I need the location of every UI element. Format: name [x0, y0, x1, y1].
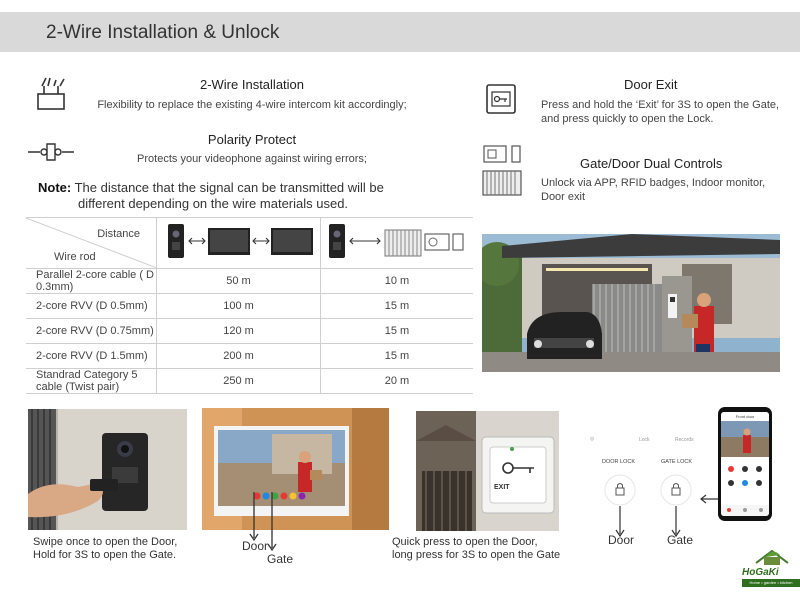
caption-rfid-2: Hold for 3S to open the Gate. — [33, 549, 177, 561]
distance-gate: 10 m — [321, 269, 474, 294]
note-line2: different depending on the wire materials used. — [78, 196, 349, 211]
feature-title-polarity: Polarity Protect — [207, 132, 297, 147]
phone-screen — [721, 412, 769, 516]
caption-exit-1: Quick press to open the Door, — [392, 536, 538, 548]
app-tab-lock[interactable]: Lock — [639, 437, 650, 443]
brand-name: HoGaKi — [742, 567, 779, 578]
distance-monitor: 100 m — [157, 294, 321, 319]
wire-label: 2-core RVV (D 0.5mm) — [26, 294, 157, 319]
phone-title: Front door — [721, 412, 769, 421]
hogaki-logo-icon — [752, 545, 792, 567]
distance-monitor: 120 m — [157, 319, 321, 344]
feature-title-2wire: 2-Wire Installation — [199, 77, 305, 92]
wire-label: 2-core RVV (D 1.5mm) — [26, 344, 157, 369]
rfid-photo — [28, 409, 187, 530]
caption-monitor-gate: Gate — [267, 552, 294, 566]
app-door-lock-label: DOOR LOCK — [602, 459, 636, 465]
feature-desc-dual: Unlock via APP, RFID badges, Indoor monitor, Door exit — [541, 177, 766, 203]
head-distance: Distance — [97, 228, 140, 240]
wire-label: Parallel 2-core cable ( D 0.3mm) — [26, 269, 157, 294]
feature-desc-2wire: Flexibility to replace the existing 4-wire intercom kit accordingly; — [97, 99, 407, 111]
distance-monitor: 200 m — [157, 344, 321, 369]
distance-table — [26, 217, 473, 394]
distance-gate: 20 m — [321, 369, 474, 394]
caption-app-door: Door — [608, 533, 635, 547]
feature-title-dual: Gate/Door Dual Controls — [580, 156, 723, 171]
note-line1: The distance that the signal can be transmitted will be — [74, 180, 384, 195]
feature-desc-polarity: Protects your videophone against wiring errors; — [137, 153, 367, 165]
app-back-icon[interactable]: ◎ — [590, 436, 595, 442]
outdoor-to-monitors-icon — [164, 222, 314, 262]
distance-gate: 15 m — [321, 344, 474, 369]
table-row — [26, 294, 473, 319]
head-monitor-config — [157, 218, 321, 269]
monitor-photo — [202, 408, 389, 530]
wire-label: Standrad Category 5 cable (Twist pair) — [26, 369, 157, 394]
wire-label: 2-core RVV (D 0.75mm) — [26, 319, 157, 344]
caption-rfid-1: Swipe once to open the Door, — [33, 536, 178, 548]
distance-gate: 15 m — [321, 294, 474, 319]
feature-title-door-exit: Door Exit — [624, 77, 678, 92]
caption-monitor-door: Door — [242, 539, 269, 553]
head-wire-rod: Wire rod — [54, 251, 96, 263]
caption-exit-2: long press for 3S to open the Gate — [392, 549, 561, 561]
head-gate-config — [321, 218, 474, 269]
exit-photo — [416, 411, 559, 531]
table-row — [26, 369, 473, 394]
brand-tagline-bar — [742, 579, 800, 587]
page-title: 2-Wire Installation & Unlock — [46, 22, 280, 43]
distance-monitor: 250 m — [157, 369, 321, 394]
house-scene — [482, 234, 780, 372]
app-lock-controls — [596, 472, 700, 540]
table-row — [26, 269, 473, 294]
distance-gate: 15 m — [321, 319, 474, 344]
distance-note — [38, 180, 418, 212]
table-row — [26, 344, 473, 369]
caption-app-gate: Gate — [667, 533, 694, 547]
exit-button-label: EXIT — [494, 484, 510, 491]
feature-desc-door-exit: Press and hold the ‘Exit’ for 3S to open the Gate, and press quickly to open the Lock. — [541, 99, 780, 125]
gate-icon — [482, 145, 522, 197]
table-head-corner — [26, 218, 157, 269]
outdoor-to-gate-icon — [327, 222, 467, 262]
distance-monitor: 50 m — [157, 269, 321, 294]
table-row — [26, 319, 473, 344]
app-tab-records[interactable]: Records — [675, 437, 694, 443]
note-label: Note: — [38, 180, 72, 195]
brand-tagline: Home • garden • kitchen — [749, 580, 793, 585]
exit-button-icon — [486, 84, 516, 114]
app-gate-lock-label: GATE LOCK — [661, 459, 693, 465]
smartphone — [718, 407, 772, 521]
